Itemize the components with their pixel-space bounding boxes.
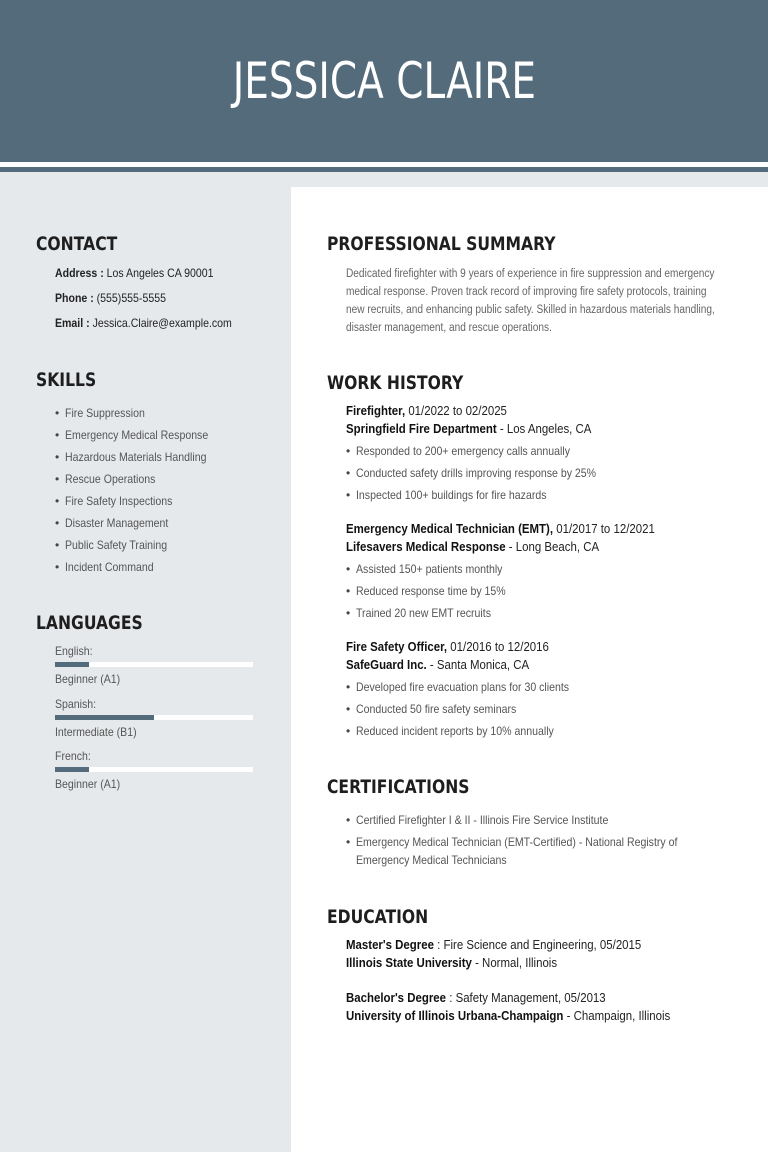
school: Illinois State University xyxy=(346,955,472,970)
contact-phone xyxy=(55,292,166,304)
list-item: • Inspected 100+ buildings for fire hazards xyxy=(346,488,629,510)
list-item: • Reduced incident reports by 10% annually xyxy=(346,724,598,746)
summary-text: Dedicated firefighter with 9 years of experience in fire suppression and emergency medical response. Proven track record of improving fire safety protocols, training new recruits, and enhancing public safety. Skilled in hazardous materials handling, disaster management, and rescue operations. xyxy=(346,268,715,334)
list-item: • Incident Command xyxy=(55,560,228,582)
job-company: Lifesavers Medical Response xyxy=(346,539,506,554)
education-degree-line xyxy=(346,990,606,1005)
list-item: • Assisted 150+ patients monthly xyxy=(346,562,526,584)
job-bullets xyxy=(346,444,629,510)
job-dates: 01/2022 to 02/2025 xyxy=(408,403,507,418)
degree-field: : Safety Management, 05/2013 xyxy=(449,990,606,1005)
education-degree-line xyxy=(346,937,641,952)
job-company: SafeGuard Inc. xyxy=(346,657,427,672)
proficiency-fill xyxy=(55,662,89,667)
language-level: Beginner (A1) xyxy=(55,672,121,686)
list-item: • Emergency Medical Technician (EMT-Certified) - National Registry of Emergency Medical Technicians xyxy=(346,833,726,869)
list-item: • Hazardous Materials Handling xyxy=(55,450,228,472)
language-name: Spanish: xyxy=(55,697,97,711)
language-level: Intermediate (B1) xyxy=(55,725,137,739)
list-item: • Certified Firefighter I & II - Illinois Fire Service Institute xyxy=(346,811,726,829)
school: University of Illinois Urbana-Champaign xyxy=(346,1008,564,1023)
list-item: • Rescue Operations xyxy=(55,472,228,494)
certifications-heading: CERTIFICATIONS xyxy=(327,776,470,798)
list-item: • Disaster Management xyxy=(55,516,228,538)
email-label: Email : xyxy=(55,316,90,330)
list-item: • Reduced response time by 15% xyxy=(346,584,526,606)
phone-label: Phone : xyxy=(55,291,94,305)
languages-heading: LANGUAGES xyxy=(36,612,143,634)
list-item: • Developed fire evacuation plans for 30 clients xyxy=(346,680,598,702)
language-proficiency-bar xyxy=(55,662,253,667)
degree: Master's Degree xyxy=(346,937,434,952)
address-label: Address : xyxy=(55,266,104,280)
contact-email xyxy=(55,317,232,329)
contact-address xyxy=(55,267,214,279)
job-location: - Long Beach, CA xyxy=(508,539,600,554)
list-item: • Conducted 50 fire safety seminars xyxy=(346,702,598,724)
job-company-line xyxy=(346,657,529,672)
job-title-line xyxy=(346,403,507,418)
language-name: French: xyxy=(55,749,91,763)
language-proficiency-bar xyxy=(55,715,253,720)
job-role: Fire Safety Officer, xyxy=(346,639,448,654)
degree: Bachelor's Degree xyxy=(346,990,447,1005)
language-proficiency-bar xyxy=(55,767,253,772)
list-item: • Emergency Medical Response xyxy=(55,428,228,450)
list-item: • Fire Suppression xyxy=(55,406,228,428)
work-history-heading: WORK HISTORY xyxy=(327,372,464,394)
job-company-line xyxy=(346,421,591,436)
school-location: - Champaign, Illinois xyxy=(566,1008,671,1023)
proficiency-fill xyxy=(55,715,154,720)
language-name: English: xyxy=(55,644,93,658)
address-value: Los Angeles CA 90001 xyxy=(106,266,214,280)
education-school-line xyxy=(346,955,557,970)
education-heading: EDUCATION xyxy=(327,906,429,928)
list-item: • Trained 20 new EMT recruits xyxy=(346,606,526,628)
job-dates: 01/2017 to 12/2021 xyxy=(556,521,655,536)
proficiency-fill xyxy=(55,767,89,772)
skills-heading: SKILLS xyxy=(36,369,97,391)
job-company-line xyxy=(346,539,599,554)
phone-value: (555)555-5555 xyxy=(96,291,166,305)
certifications-list xyxy=(346,811,726,873)
email-value[interactable]: Jessica.Claire@example.com xyxy=(92,316,232,330)
job-title-line xyxy=(346,639,549,654)
language-level: Beginner (A1) xyxy=(55,777,121,791)
job-company: Springfield Fire Department xyxy=(346,421,497,436)
list-item: • Responded to 200+ emergency calls annually xyxy=(346,444,629,466)
list-item: • Fire Safety Inspections xyxy=(55,494,228,516)
candidate-name: JESSICA CLAIRE xyxy=(232,52,536,110)
list-item: • Public Safety Training xyxy=(55,538,228,560)
job-bullets xyxy=(346,680,598,746)
job-bullets xyxy=(346,562,526,628)
education-school-line xyxy=(346,1008,670,1023)
job-location: - Los Angeles, CA xyxy=(499,421,592,436)
job-role: Firefighter, xyxy=(346,403,406,418)
job-role: Emergency Medical Technician (EMT), xyxy=(346,521,554,536)
contact-heading: CONTACT xyxy=(36,233,118,255)
skills-list xyxy=(55,406,228,582)
job-location: - Santa Monica, CA xyxy=(429,657,530,672)
job-title-line xyxy=(346,521,655,536)
job-dates: 01/2016 to 12/2016 xyxy=(450,639,549,654)
school-location: - Normal, Illinois xyxy=(475,955,558,970)
degree-field: : Fire Science and Engineering, 05/2015 xyxy=(437,937,642,952)
list-item: • Conducted safety drills improving response by 25% xyxy=(346,466,629,488)
summary-heading: PROFESSIONAL SUMMARY xyxy=(327,233,556,255)
resume-header xyxy=(0,0,768,162)
